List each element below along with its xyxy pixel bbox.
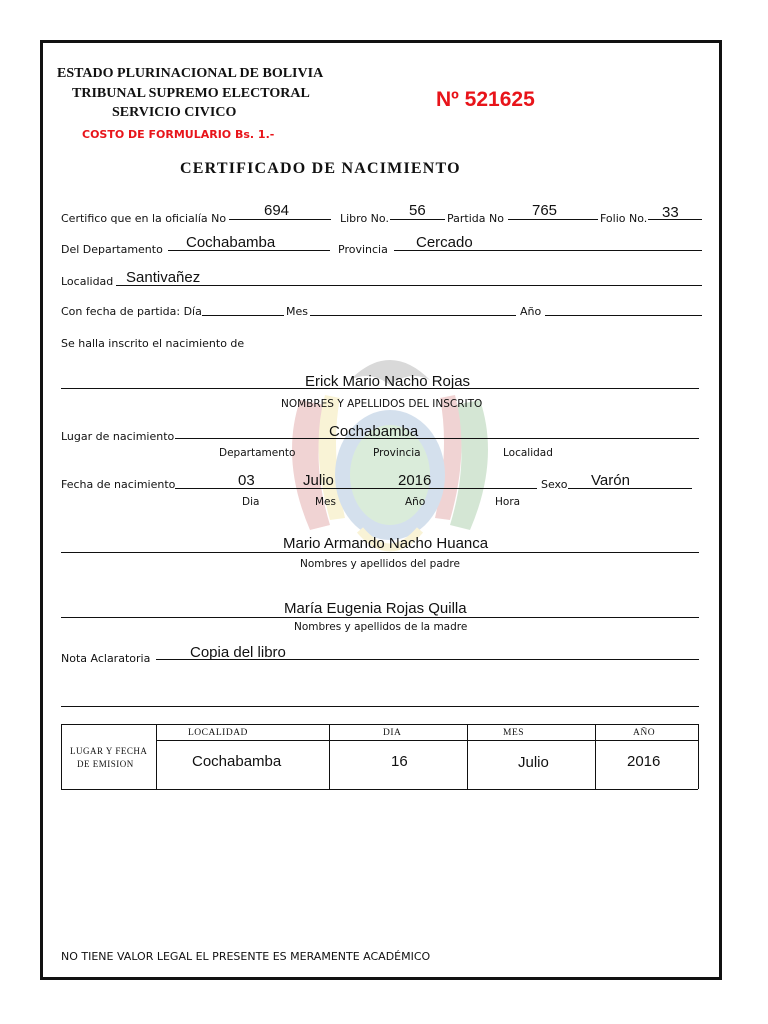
- inscrito-label: Se halla inscrito el nacimiento de: [61, 337, 245, 350]
- form-cost: COSTO DE FORMULARIO Bs. 1.-: [82, 128, 275, 141]
- partida-label: Partida No: [447, 212, 504, 225]
- folio-value: 33: [662, 204, 679, 221]
- oficialia-value: 694: [264, 202, 290, 219]
- serial-number: Nº 521625: [436, 88, 535, 111]
- fecha-partida-label: Con fecha de partida: Día: [61, 305, 202, 318]
- mes-label: Mes: [286, 305, 308, 318]
- sexo-label: Sexo: [541, 478, 568, 491]
- legal-disclaimer: NO TIENE VALOR LEGAL EL PRESENTE ES MERAMENTE ACADÉMICO: [61, 950, 431, 963]
- nacimiento-dia: 03: [238, 472, 255, 489]
- folio-label: Folio No.: [600, 212, 648, 225]
- nacimiento-mes: Julio: [303, 472, 334, 489]
- emission-row-label-1: LUGAR Y FECHA: [70, 746, 148, 756]
- libro-value: 56: [409, 202, 426, 219]
- emission-mes: Julio: [518, 754, 549, 771]
- oficialia-label: Certifico que en la oficialía No: [61, 212, 227, 225]
- emission-row-label-2: DE EMISION: [77, 759, 134, 769]
- emission-anio: 2016: [627, 753, 661, 770]
- departamento-value: Cochabamba: [186, 234, 276, 251]
- header-state: ESTADO PLURINACIONAL DE BOLIVIA: [57, 66, 324, 81]
- localidad-value: Santivañez: [126, 269, 201, 286]
- header-servicio: SERVICIO CIVICO: [112, 105, 237, 120]
- emission-header-localidad: LOCALIDAD: [188, 728, 248, 738]
- provincia-value: Cercado: [416, 234, 473, 251]
- emission-header-dia: DIA: [383, 728, 402, 738]
- caption-mes: Mes: [315, 496, 336, 508]
- madre-name: María Eugenia Rojas Quilla: [284, 600, 467, 617]
- emission-header-anio: AÑO: [633, 728, 656, 738]
- lugar-departamento-value: Cochabamba: [329, 423, 419, 440]
- nacimiento-anio: 2016: [398, 472, 432, 489]
- madre-caption: Nombres y apellidos de la madre: [294, 621, 468, 633]
- padre-caption: Nombres y apellidos del padre: [300, 558, 460, 570]
- lugar-caption-provincia: Provincia: [373, 447, 421, 459]
- lugar-caption-localidad: Localidad: [503, 447, 553, 459]
- emission-dia: 16: [391, 753, 408, 770]
- inscrito-name: Erick Mario Nacho Rojas: [305, 373, 471, 390]
- sexo-value: Varón: [591, 472, 630, 489]
- caption-dia: Dia: [242, 496, 260, 508]
- partida-value: 765: [532, 202, 558, 219]
- header-tribunal: TRIBUNAL SUPREMO ELECTORAL: [72, 86, 310, 101]
- certificate-title: CERTIFICADO DE NACIMIENTO: [180, 160, 461, 177]
- localidad-label: Localidad: [61, 275, 114, 288]
- nota-label: Nota Aclaratoria: [61, 652, 151, 665]
- fecha-nacimiento-label: Fecha de nacimiento: [61, 478, 176, 491]
- inscrito-caption: NOMBRES Y APELLIDOS DEL INSCRITO: [281, 398, 483, 410]
- libro-label: Libro No.: [340, 212, 389, 225]
- lugar-caption-departamento: Departamento: [219, 447, 296, 459]
- emission-header-mes: MES: [503, 728, 525, 738]
- provincia-label: Provincia: [338, 243, 388, 256]
- caption-hora: Hora: [495, 496, 521, 508]
- nota-value: Copia del libro: [190, 644, 286, 661]
- anio-label: Año: [520, 305, 542, 318]
- departamento-label: Del Departamento: [61, 243, 163, 256]
- lugar-nacimiento-label: Lugar de nacimiento: [61, 430, 175, 443]
- emission-localidad: Cochabamba: [192, 753, 282, 770]
- caption-anio: Año: [405, 496, 426, 508]
- padre-name: Mario Armando Nacho Huanca: [283, 535, 489, 552]
